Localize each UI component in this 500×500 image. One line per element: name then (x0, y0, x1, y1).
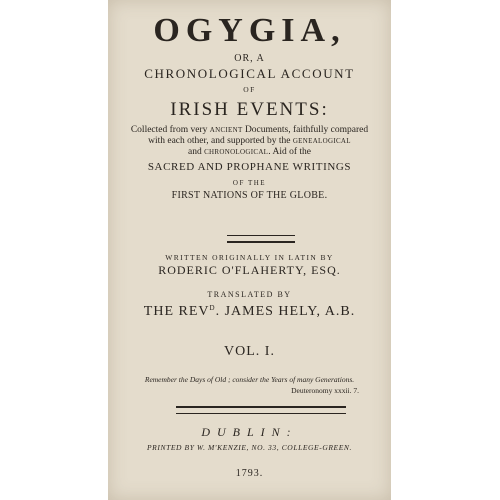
description-text: Collected from very (130, 125, 210, 135)
description-line-3 (108, 148, 391, 158)
subtitle-chronological: CHRONOLOGICAL ACCOUNT (144, 66, 355, 81)
epigraph-citation: Deuteronomy xxxii. 7. (291, 386, 359, 395)
volume-number: VOL. I. (224, 344, 275, 359)
description-text: Documents, faithfully compared (242, 125, 369, 135)
description-line-2 (108, 137, 391, 147)
title-page (108, 0, 391, 500)
subtitle-of: OF (243, 85, 256, 94)
description-small-caps: GENEALOGICAL (292, 137, 351, 145)
imprint-place: DUBLIN: (201, 425, 298, 439)
sacred-writings: SACRED AND PROPHANE WRITINGS (147, 161, 352, 173)
imprint-year: 1793. (235, 468, 264, 479)
description-text: and (187, 147, 205, 157)
description-small-caps: CHRONOLOGICAL (204, 148, 269, 156)
of-the: OF THE (232, 179, 267, 187)
imprint-printer: PRINTED BY W. M'KENZIE, NO. 33, COLLEGE-GREEN. (147, 443, 352, 452)
translator-superscript: D (209, 304, 216, 312)
ornamental-rule (176, 406, 346, 414)
subtitle-irish-events: IRISH EVENTS: (170, 99, 329, 120)
translated-by-label: TRANSLATED BY (207, 290, 292, 299)
description-line-1 (108, 126, 391, 136)
epigraph-quote: Remember the Days of Old ; consider the Years of many Generations. (144, 375, 355, 384)
book-title: OGYGIA, (153, 12, 346, 49)
first-nations: FIRST NATIONS OF THE GLOBE. (171, 190, 328, 201)
translator-name (108, 305, 391, 319)
subtitle-or: OR, A (234, 53, 265, 64)
description-text: . Aid of the (268, 147, 312, 157)
ornamental-rule (227, 235, 295, 243)
translator-suffix: . JAMES HELY, A.B. (215, 304, 356, 319)
author-name: RODERIC O'FLAHERTY, ESQ. (158, 263, 341, 277)
translator-prefix: THE REV (143, 304, 210, 319)
description-small-caps: ANCIENT (209, 126, 243, 134)
written-by-label: WRITTEN ORIGINALLY IN LATIN BY (165, 253, 334, 262)
description-text: with each other, and supported by the (148, 136, 293, 146)
